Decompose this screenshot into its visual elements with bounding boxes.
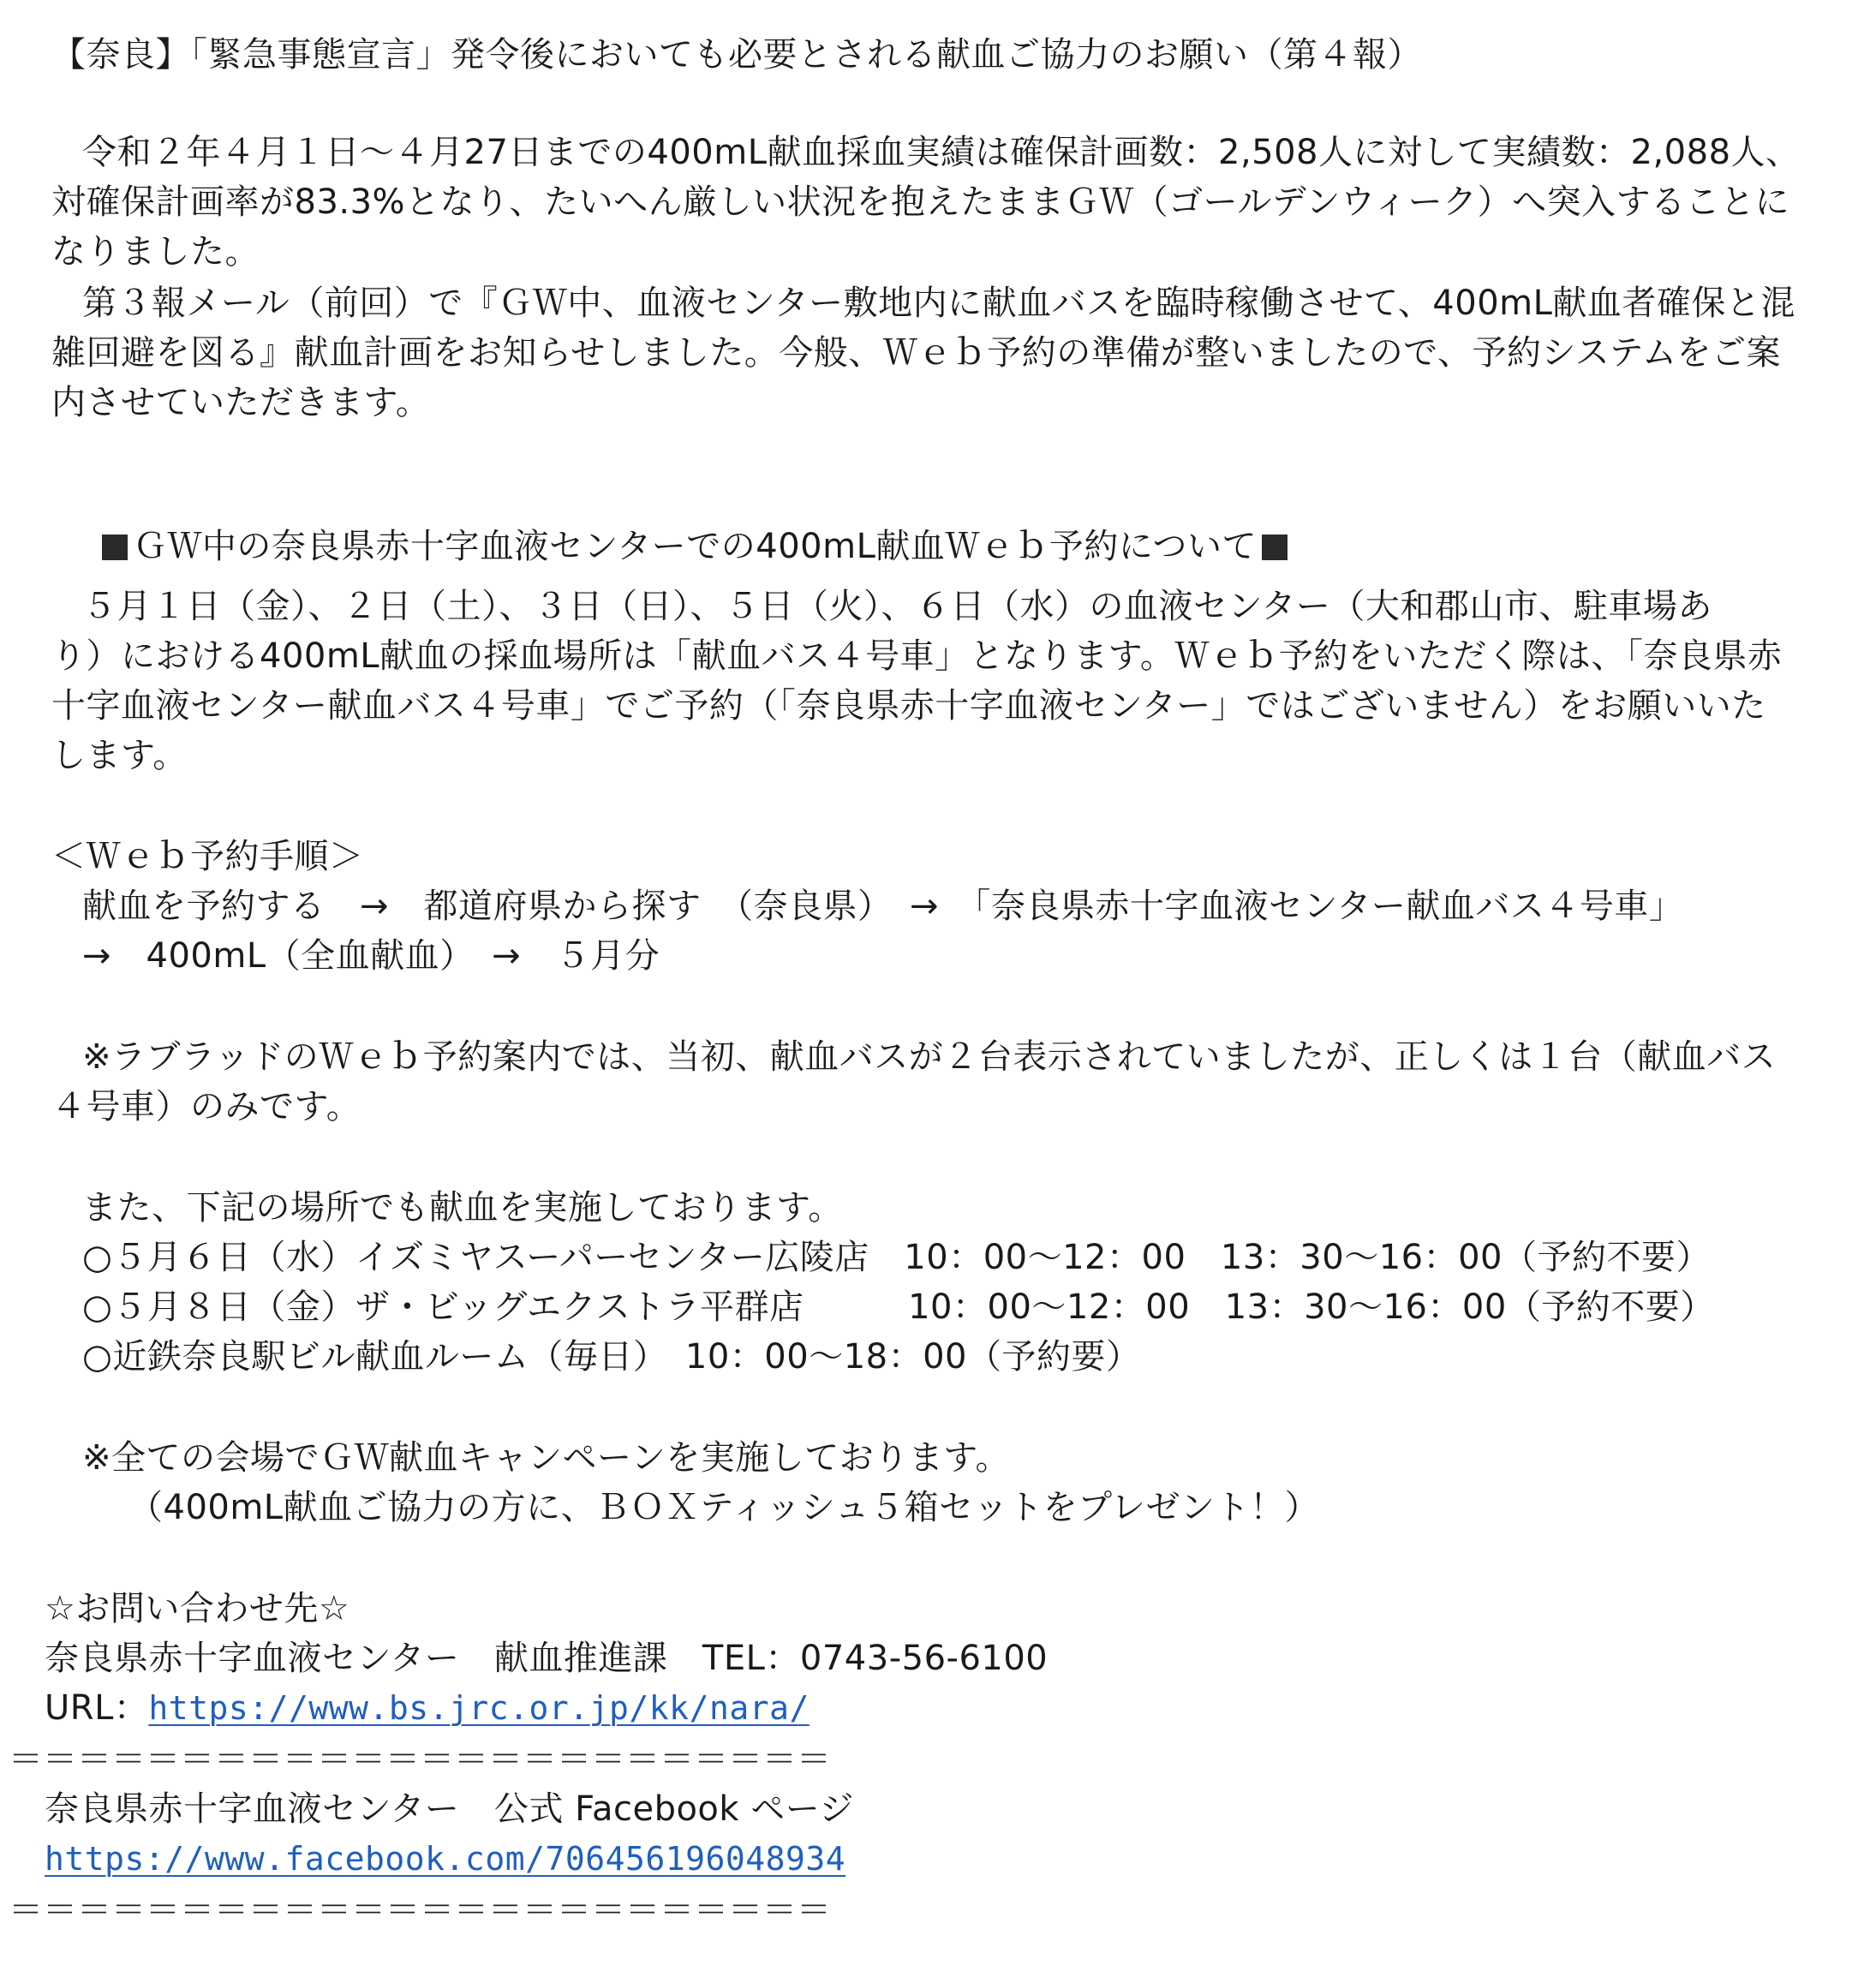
campaign-line-1: ※全ての会場でＧＷ献血キャンペーンを実施しております。	[82, 1438, 1011, 1478]
intro-line-6: 内させていただきます。	[51, 383, 431, 422]
schedule-line-3: 十字血液センター献血バス４号車」でご予約（「奈良県赤十字血液センター」ではございません）をお願いいた	[51, 686, 1766, 726]
facebook-label: 奈良県赤十字血液センター 公式 Facebook ページ	[45, 1789, 854, 1829]
contact-org: 奈良県赤十字血液センター 献血推進課 TEL：0743-56-6100	[45, 1639, 1049, 1678]
intro-line-1: 令和２年４月１日～４月27日までの400mL献血採血実績は確保計画数：2,508人に対して実績数：2,088人、	[82, 133, 1801, 172]
location-item: ○近鉄奈良駅ビル献血ルーム（毎日） 10：00～18：00（予約要）	[82, 1337, 1141, 1377]
contact-heading: ☆お問い合わせ先☆	[45, 1589, 350, 1628]
url-label: URL：	[45, 1688, 149, 1728]
other-locations-intro: また、下記の場所でも献血を実施しております。	[82, 1188, 843, 1227]
separator-line: ＝＝＝＝＝＝＝＝＝＝＝＝＝＝＝＝＝＝＝＝＝＝＝＝	[9, 1890, 831, 1930]
campaign-line-2: （400mL献血ご協力の方に、ＢＯＸティッシュ５箱セットをプレゼント！）	[128, 1488, 1319, 1527]
procedure-heading: ＜Ｗｅｂ予約手順＞	[51, 837, 364, 876]
intro-line-3: なりました。	[51, 232, 260, 272]
separator-line: ＝＝＝＝＝＝＝＝＝＝＝＝＝＝＝＝＝＝＝＝＝＝＝＝	[9, 1740, 831, 1779]
procedure-line-1: 献血を予約する → 都道府県から探す （奈良県） → 「奈良県赤十字血液センター献血バス４号車」	[82, 887, 1684, 926]
schedule-line-4: します。	[51, 736, 188, 775]
document-title: 【奈良】「緊急事態宣言」発令後においても必要とされる献血ご協力のお願い（第４報）	[51, 35, 1422, 75]
contact-url-row	[45, 1687, 810, 1729]
location-item: ○５月６日（水）イズミヤスーパーセンター広陵店 10：00～12：00 13：30～16：00（予約不要）	[82, 1238, 1711, 1277]
note-line-1: ※ラブラッドのＷｅｂ予約案内では、当初、献血バスが２台表示されていましたが、正しくは１台（献血バス	[82, 1037, 1777, 1077]
schedule-line-1: ５月１日（金）、２日（土）、３日（日）、５日（火）、６日（水）の血液センター（大和郡山市、駐車場あ	[82, 587, 1712, 626]
facebook-url-row	[45, 1838, 845, 1879]
procedure-line-2: → 400mL（全血献血） → ５月分	[82, 936, 660, 976]
facebook-url-link[interactable]: https://www.facebook.com/706456196048934	[45, 1840, 846, 1878]
section-heading-text: ＧＷ中の奈良県赤十字血液センターでの400mL献血Ｗｅｂ予約について	[132, 527, 1258, 566]
intro-line-4: 第３報メール（前回）で『ＧＷ中、血液センター敷地内に献血バスを臨時稼働させて、400mL献血者確保と混	[82, 284, 1795, 323]
intro-line-2: 対確保計画率が83.3%となり、たいへん厳しい状況を抱えたままＧＷ（ゴールデンウィーク）へ突入することに	[51, 182, 1790, 222]
contact-url-link[interactable]: https://www.bs.jrc.or.jp/kk/nara/	[148, 1689, 810, 1727]
note-line-2: ４号車）のみです。	[51, 1087, 361, 1126]
location-item: ○５月８日（金）ザ・ビッグエクストラ平群店 10：00～12：00 13：30～16：00（予約不要）	[82, 1287, 1715, 1327]
intro-line-5: 雑回避を図る』献血計画をお知らせしました。今般、Ｗｅｂ予約の準備が整いましたので、予約システムをご案	[51, 333, 1781, 373]
schedule-line-2: り）における400mL献血の採血場所は「献血バス４号車」となります。Ｗｅｂ予約をいただく際は、「奈良県赤	[51, 636, 1783, 676]
square-bullet-icon	[1262, 535, 1288, 560]
square-bullet-icon	[102, 535, 128, 560]
